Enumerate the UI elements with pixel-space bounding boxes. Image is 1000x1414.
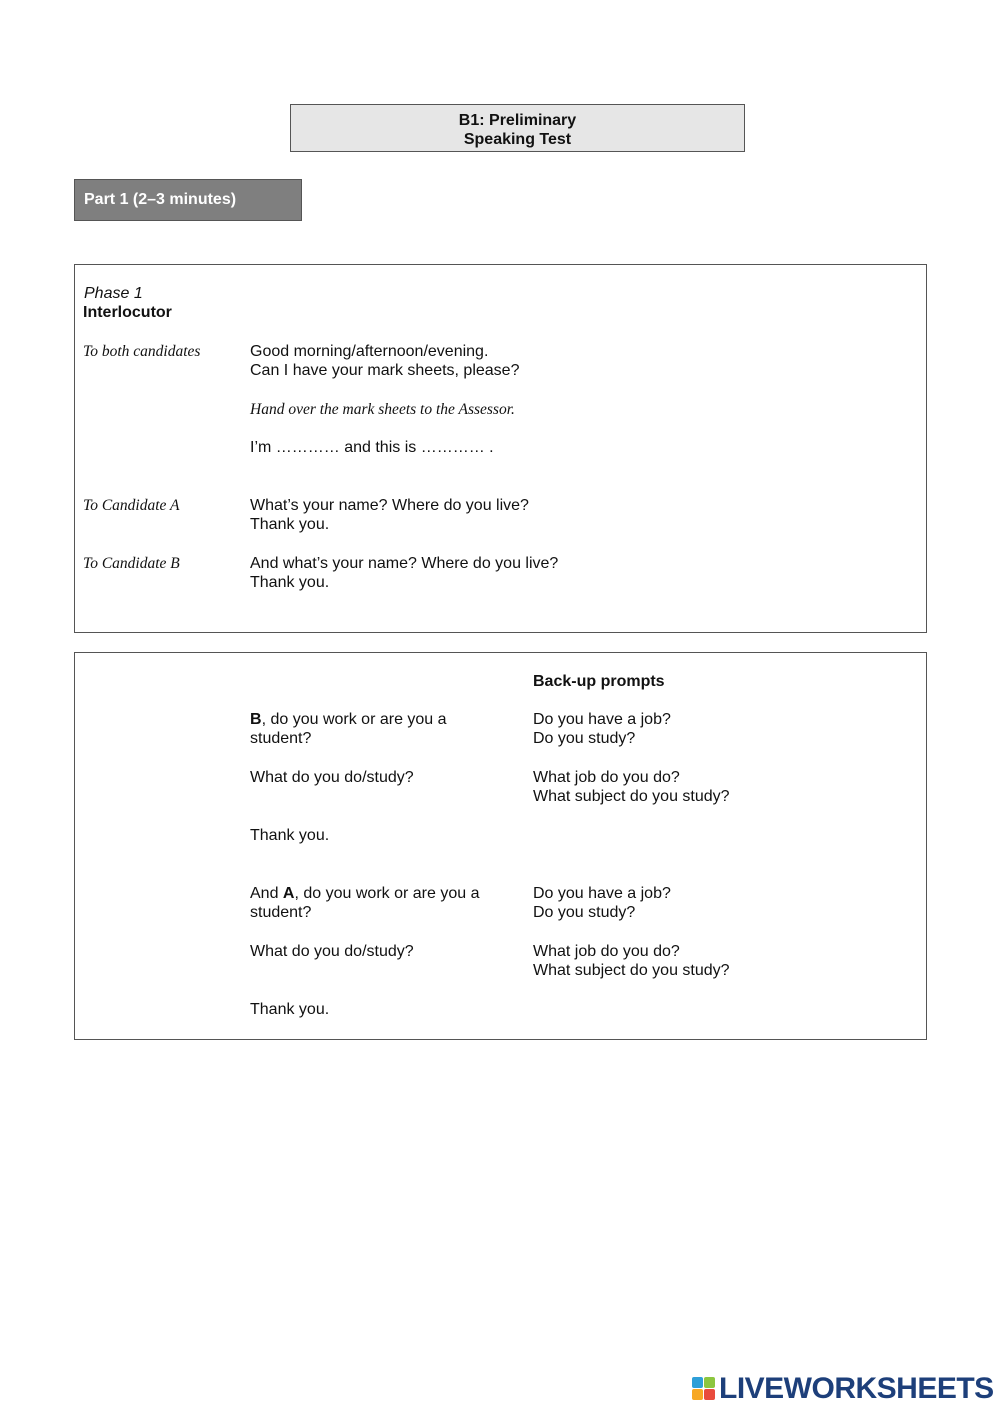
title-line-2: Speaking Test	[463, 131, 572, 148]
a-work-question	[250, 884, 479, 904]
a-followup-backup-subject: What subject do you study?	[533, 962, 730, 979]
candidate-b-thanks: Thank you.	[250, 574, 330, 591]
a-thanks: Thank you.	[250, 1001, 330, 1018]
title-line-1: B1: Preliminary	[458, 112, 577, 129]
liveworksheets-logo-icon	[692, 1377, 716, 1401]
phase1-panel	[74, 264, 927, 633]
candidate-b-marker: B	[250, 711, 262, 728]
a-backup-study: Do you study?	[533, 904, 636, 921]
b-followup-backup-subject: What subject do you study?	[533, 788, 730, 805]
interlocutor-heading: Interlocutor	[83, 304, 172, 321]
candidate-a-question: What’s your name? Where do you live?	[250, 497, 529, 514]
phase-label: Phase 1	[84, 285, 143, 302]
b-work-question	[250, 710, 447, 730]
liveworksheets-logo	[692, 1374, 994, 1404]
to-candidate-b-label: To Candidate B	[83, 555, 180, 572]
candidate-b-question: And what’s your name? Where do you live?	[250, 555, 559, 572]
instruction-text: Hand over the mark sheets to the Assessor.	[250, 401, 515, 418]
greeting-text: Good morning/afternoon/evening.	[250, 343, 489, 360]
b-thanks: Thank you.	[250, 827, 330, 844]
a-question-prefix: And	[250, 885, 283, 902]
b-followup-question: What do you do/study?	[250, 769, 414, 786]
part-label: Part 1 (2–3 minutes)	[74, 179, 302, 221]
a-backup-job: Do you have a job?	[533, 885, 671, 902]
b-question-text: , do you work or are you a	[261, 711, 447, 728]
a-followup-backup-job: What job do you do?	[533, 943, 680, 960]
b-backup-study: Do you study?	[533, 730, 636, 747]
a-followup-question: What do you do/study?	[250, 943, 414, 960]
introduction-text: I’m ………… and this is ………… .	[250, 439, 494, 456]
mark-sheets-request: Can I have your mark sheets, please?	[250, 362, 520, 379]
a-question-line2: student?	[250, 904, 312, 921]
questions-panel	[74, 652, 927, 1040]
candidate-a-marker: A	[282, 885, 295, 902]
to-both-candidates-label: To both candidates	[83, 343, 201, 360]
b-followup-backup-job: What job do you do?	[533, 769, 680, 786]
b-question-line2: student?	[250, 730, 312, 747]
backup-prompts-heading: Back-up prompts	[533, 673, 665, 690]
liveworksheets-logo-text: LIVEWORKSHEETS	[719, 1372, 994, 1405]
test-title-box	[290, 104, 745, 152]
b-backup-job: Do you have a job?	[533, 711, 671, 728]
to-candidate-a-label: To Candidate A	[83, 497, 180, 514]
a-question-text: , do you work or are you a	[294, 885, 480, 902]
candidate-a-thanks: Thank you.	[250, 516, 330, 533]
